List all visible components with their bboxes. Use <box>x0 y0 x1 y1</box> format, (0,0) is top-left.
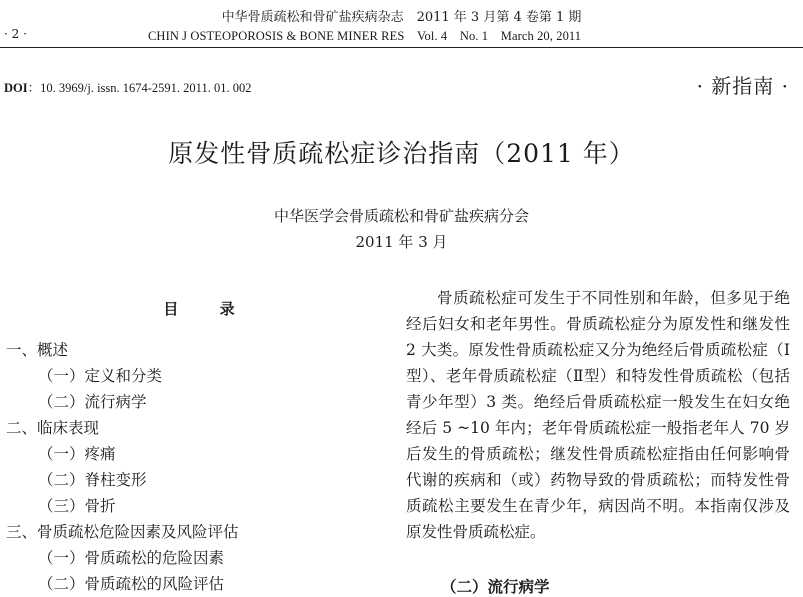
journal-header-cn: 中华骨质疏松和骨矿盐疾病杂志 2011 年 3 月第 4 卷第 1 期 <box>221 10 582 25</box>
toc-heading: 目 录 <box>163 300 235 318</box>
body-column <box>406 285 790 545</box>
section-subheading: （二）流行病学 <box>441 577 550 596</box>
toc-item[interactable]: （一）骨质疏松的危险因素 <box>38 549 225 567</box>
toc-item[interactable]: （二）骨质疏松的风险评估 <box>38 575 225 593</box>
toc-item[interactable]: 一、概述 <box>6 341 69 359</box>
section-badge: · 新指南 · <box>696 74 789 98</box>
toc-item[interactable]: （二）流行病学 <box>38 393 147 411</box>
doi-label: DOI <box>4 81 28 95</box>
toc-item[interactable]: 二、临床表现 <box>6 419 100 437</box>
toc-item[interactable]: （三）骨折 <box>38 497 116 515</box>
article-author: 中华医学会骨质疏松和骨矿盐疾病分会 <box>273 207 529 225</box>
header-rule <box>0 47 803 48</box>
doi-line <box>4 78 251 96</box>
table-of-contents <box>0 337 398 597</box>
article-title: 原发性骨质疏松症诊治指南（2011 年） <box>168 139 635 168</box>
toc-item[interactable]: （一）疼痛 <box>38 445 116 463</box>
toc-item[interactable]: 三、骨质疏松危险因素及风险评估 <box>6 523 239 541</box>
toc-item[interactable]: （二）脊柱变形 <box>38 471 147 489</box>
page-number: · 2 · <box>4 27 27 41</box>
journal-header-en: CHIN J OSTEOPOROSIS & BONE MINER RES Vol. 4 No. 1 March 20, 2011 <box>148 29 582 43</box>
body-paragraph: 骨质疏松症可发生于不同性别和年龄，但多见于绝经后妇女和老年男性。骨质疏松症分为原发性和继发性 2 大类。原发性骨质疏松症又分为绝经后骨质疏松症（Ⅰ型）、老年骨质疏松症（Ⅱ型）和特发性骨质疏松（包括青少年型）3 类。绝经后骨质疏松症一般发生在妇女绝经后 5 ~10 年内；老年骨质疏松症一般指老年人 70 岁后发生的骨质疏松；继发性骨质疏松症指由任何影响骨代谢的疾病和（或）药物导致的骨质疏松；而特发性骨质疏松主要发生在青少年，病因尚不明。本指南仅涉及原发性骨质疏松症。 <box>406 289 790 541</box>
doi-value[interactable]: ：10. 3969/j. issn. 1674-2591. 2011. 01. 002 <box>27 81 252 95</box>
article-date: 2011 年 3 月 <box>355 233 448 251</box>
toc-item[interactable]: （一）定义和分类 <box>38 367 163 385</box>
